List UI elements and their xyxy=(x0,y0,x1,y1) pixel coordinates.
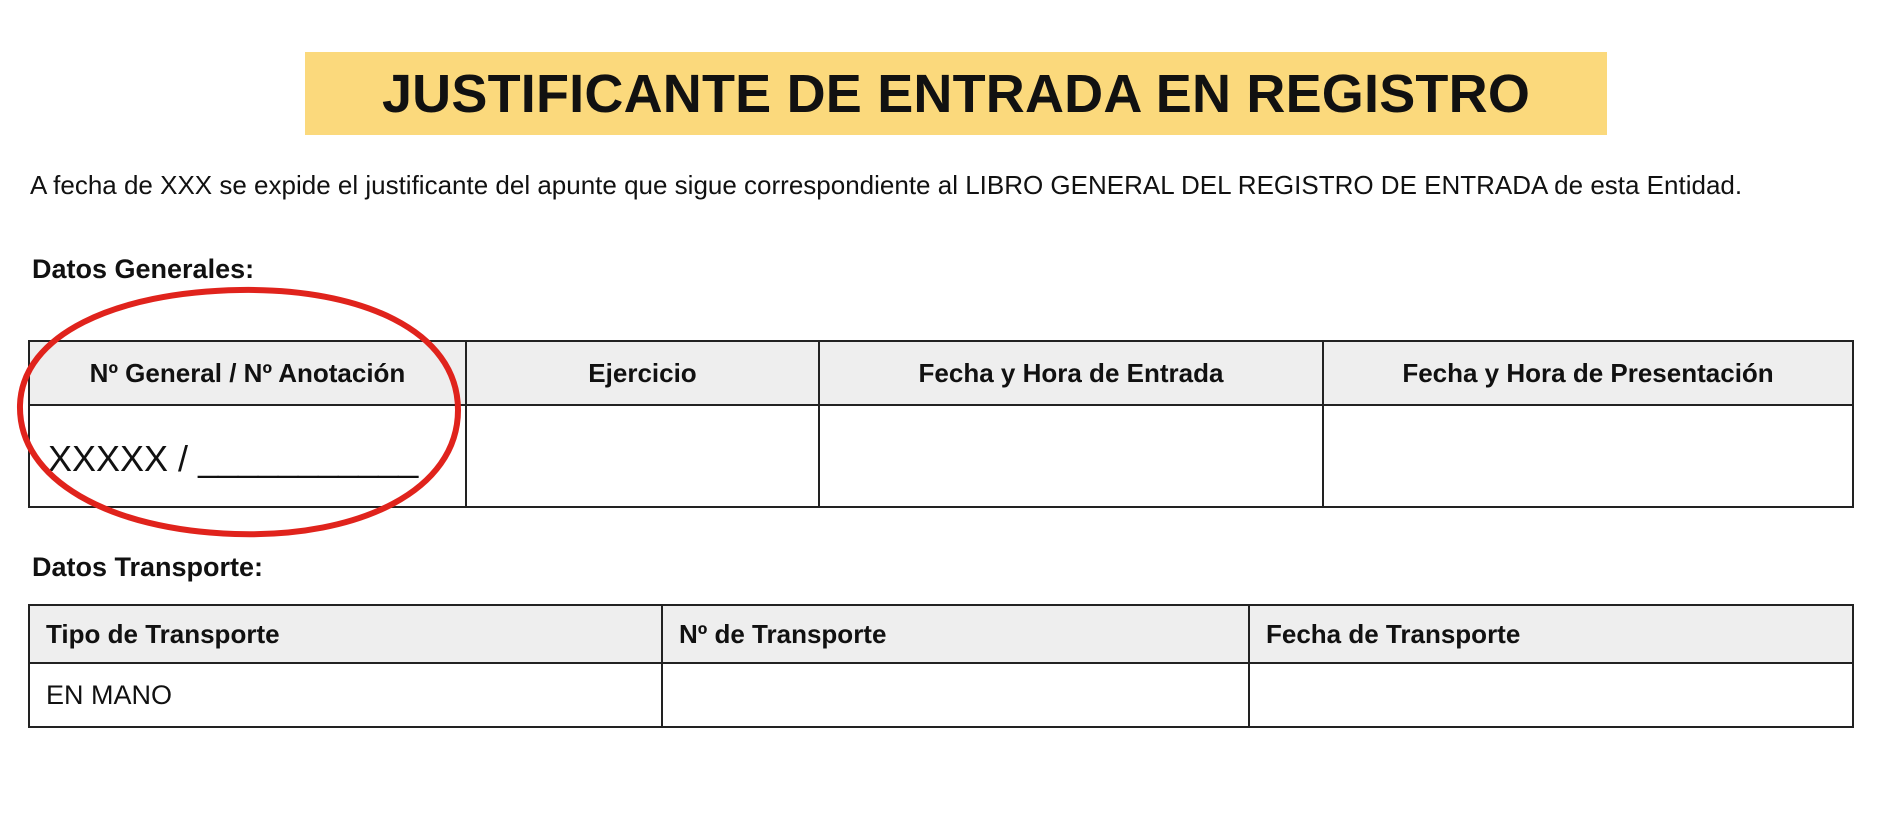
cell-fecha-hora-entrada xyxy=(819,405,1323,507)
datos-transporte-table xyxy=(28,604,1854,728)
section-title-datos-transporte: Datos Transporte: xyxy=(32,552,264,582)
document-title: JUSTIFICANTE DE ENTRADA EN REGISTRO xyxy=(381,63,1531,124)
header-numero-general: Nº General / Nº Anotación xyxy=(29,341,466,405)
title-banner xyxy=(305,52,1607,135)
header-fecha-hora-presentacion: Fecha y Hora de Presentación xyxy=(1323,341,1853,405)
header-fecha-transporte: Fecha de Transporte xyxy=(1249,605,1853,663)
cell-fecha-transporte xyxy=(1249,663,1853,727)
table-header-row xyxy=(29,341,1853,405)
table-header-row xyxy=(29,605,1853,663)
intro-text: A fecha de XXX se expide el justificante del apunte que sigue correspondiente al LIBRO GENERAL DEL REGISTRO DE ENTRADA de esta Entidad. xyxy=(30,170,1743,200)
cell-tipo-transporte: EN MANO xyxy=(29,663,662,727)
table-row xyxy=(29,405,1853,507)
section-title-datos-generales: Datos Generales: xyxy=(32,254,255,284)
datos-generales-table xyxy=(28,340,1854,508)
cell-numero-general: XXXXX / ___________ xyxy=(29,405,466,507)
cell-ejercicio xyxy=(466,405,819,507)
cell-numero-transporte xyxy=(662,663,1249,727)
table-row xyxy=(29,663,1853,727)
header-tipo-transporte: Tipo de Transporte xyxy=(29,605,662,663)
header-numero-transporte: Nº de Transporte xyxy=(662,605,1249,663)
header-ejercicio: Ejercicio xyxy=(466,341,819,405)
cell-fecha-hora-presentacion xyxy=(1323,405,1853,507)
header-fecha-hora-entrada: Fecha y Hora de Entrada xyxy=(819,341,1323,405)
